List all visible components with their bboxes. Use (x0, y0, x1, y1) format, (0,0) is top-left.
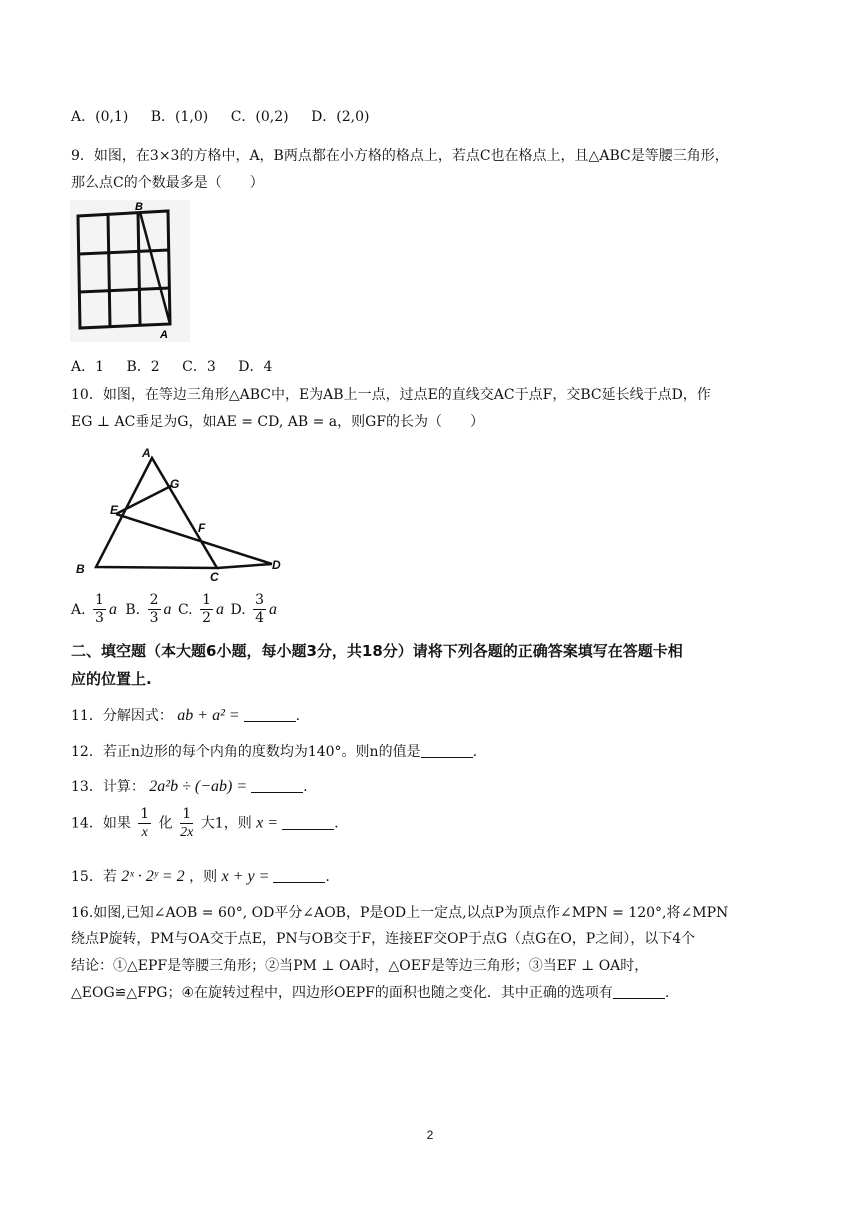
page-number: 2 (426, 1128, 434, 1142)
q10-label-g: G (170, 477, 180, 491)
q12: 12．若正n边形的每个内角的度数均为140°。则n的值是 . (71, 744, 478, 760)
q14: 14．如果 $\frac{1}{x}$ 化 $\frac{1}{2x}$ 大1，则 x = . (71, 806, 339, 840)
q10-option-a: A. $\frac{1}{3}$ a (71, 592, 117, 626)
q8-option-d: D．(2,0) (311, 109, 370, 125)
q13-answer-blank[interactable] (251, 778, 303, 793)
q11-expression: ab + a² = (177, 707, 244, 724)
q9-option-c: C．3 (182, 359, 216, 375)
q10-label-c: C (210, 570, 219, 584)
q10-extension-cd (217, 564, 272, 568)
q9-label-b: B (135, 201, 143, 213)
q15-expression: 2ˣ · 2ʸ = 2 (121, 868, 185, 885)
q9-option-a: A．1 (71, 359, 105, 375)
q15-answer-blank[interactable] (273, 868, 325, 883)
q10-options (71, 592, 277, 627)
q8-option-c: C．(0,2) (230, 109, 289, 125)
q13-expression: 2a²b ÷ (−ab) = (149, 778, 252, 795)
q9-text-line1: 9．如图，在3×3的方格中，A，B两点都在小方格的格点上，若点C也在格点上，且△ABC是等腰三角形， (71, 148, 729, 164)
q10-triangle-figure (72, 442, 294, 584)
section2-heading-line2: 应的位置上. (71, 670, 152, 688)
q16-text-line4: △EOG≌△FPG；④在旋转过程中，四边形OEPF的面积也随之变化．其中正确的选项有 (71, 985, 613, 1001)
q10-segment-eg (116, 486, 171, 514)
q10-label-d: D (272, 558, 281, 572)
q8-option-a: A．(0,1) (71, 109, 129, 125)
q11: 11．分解因式： ab + a² = . (71, 707, 301, 724)
q14-fraction-2: $\frac{1}{2x}$ (180, 806, 194, 840)
q10-label-a: A (142, 446, 151, 460)
q10-label-f: F (198, 521, 206, 535)
q16: △EOG≌△FPG；④在旋转过程中，四边形OEPF的面积也随之变化．其中正确的选项有 . (71, 985, 670, 1001)
q16-text-line3: 结论：①△EPF是等腰三角形；②当PM ⊥ OA时，△OEF是等边三角形；③当EF ⊥ OA时， (71, 958, 649, 974)
q9-option-d: D．4 (238, 359, 273, 375)
q13: 13．计算： 2a²b ÷ (−ab) = . (71, 778, 308, 795)
q12-answer-blank[interactable] (421, 743, 473, 758)
q15: 15．若 2ˣ · 2ʸ = 2 ，则 x + y = . (71, 868, 330, 885)
q16-text-line2: 绕点P旋转，PM与OA交于点E，PN与OB交于F，连接EF交OP于点G（点G在O，P之间），以下4个 (71, 931, 696, 947)
section2-heading-line1: 二、填空题（本大题6小题，每小题3分，共18分）请将下列各题的正确答案填写在答题卡相 (71, 642, 683, 660)
q10-option-d: D. $\frac{3}{4}$ a (230, 592, 278, 626)
q10-option-b: B. $\frac{2}{3}$ a (125, 592, 172, 626)
q8-option-b: B．(1,0) (150, 109, 209, 125)
q9-grid-v2 (138, 212, 140, 325)
q10-line-ed (116, 514, 272, 564)
q10-text-line2: EG ⊥ AC垂足为G，如AE = CD, AB = a，则GF的长为（ ） (71, 414, 485, 430)
q10-option-c: C. $\frac{1}{2}$ a (177, 592, 225, 626)
q9-figure-background (70, 200, 190, 342)
q16-text-line1: 16.如图,已知∠AOB = 60°, OD平分∠AOB，P是OD上一定点,以点P为顶点作∠MPN = 120°,将∠MPN (71, 905, 729, 921)
q14-fraction-1: $\frac{1}{x}$ (140, 806, 150, 840)
q9-grid-v1 (108, 214, 110, 327)
q9-option-b: B．2 (126, 359, 160, 375)
q9-text-line2: 那么点C的个数最多是（ ） (71, 175, 264, 191)
q11-answer-blank[interactable] (244, 707, 296, 722)
q9-label-a: A (160, 329, 168, 341)
q8-options (71, 106, 387, 126)
q10-text-line1: 10．如图，在等边三角形△ABC中，E为AB上一点，过点E的直线交AC于点F，交BC延长线于点D，作 (71, 387, 711, 403)
q10-label-b: B (76, 562, 85, 576)
q10-label-e: E (110, 503, 119, 517)
q9-grid-figure (70, 200, 190, 342)
q16-answer-blank[interactable] (613, 984, 665, 999)
q9-options (71, 356, 290, 376)
q14-answer-blank[interactable] (282, 815, 334, 830)
